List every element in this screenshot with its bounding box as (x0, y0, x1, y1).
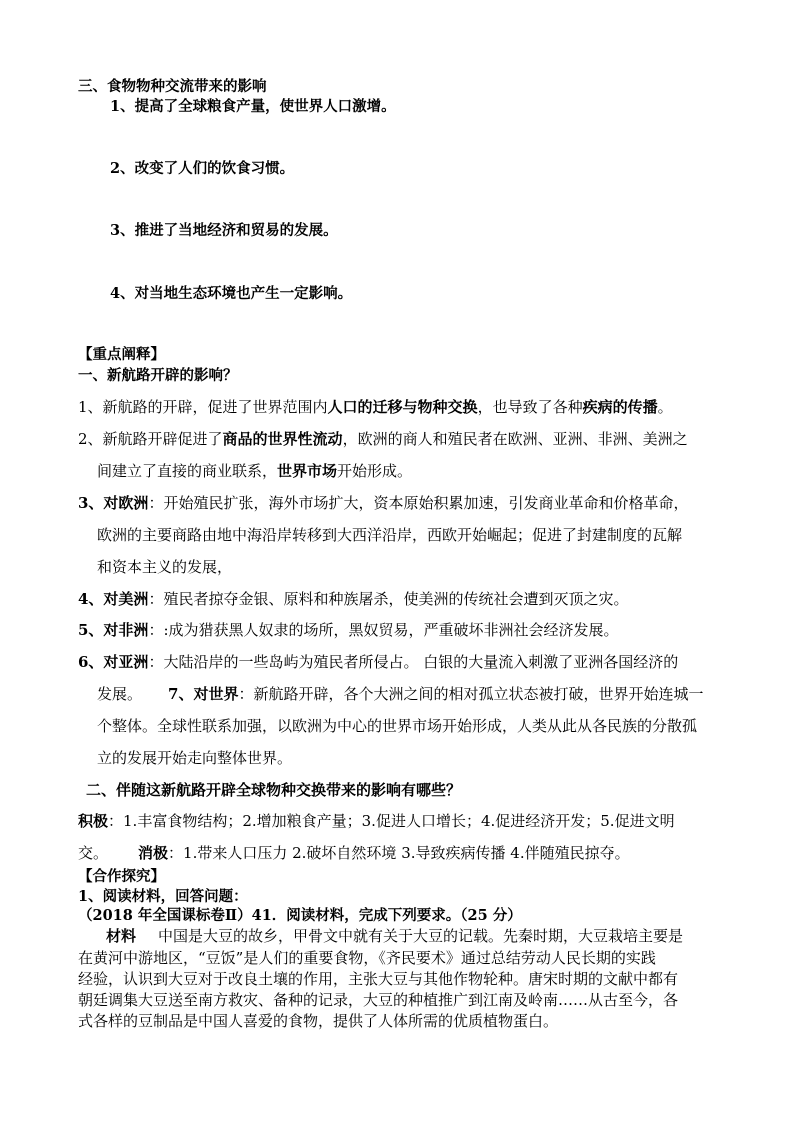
q1-point-1: 1、新航路的开辟，促进了世界范围内人口的迁移与物种交换，也导致了各种疾病的传播。 (78, 398, 673, 416)
q2-positive-line: 积极：1.丰富食物结构；2.增加粮食产量；3.促进人口增长；4.促进经济开发；5.促进文明 (78, 812, 675, 830)
q1-point-6-line-3: 个整体。全球性联系加强，以欧洲为中心的世界市场开始形成，人类从此从各民族的分散孤 (97, 717, 698, 735)
cooperation-source: （2018 年全国课标卷Ⅱ）41．阅读材料，完成下列要求。（25 分） (78, 907, 522, 924)
q2-title: 二、伴随这新航路开辟全球物种交换带来的影响有哪些？ (86, 781, 462, 799)
key-points-heading: 【重点阐释】 (78, 346, 165, 363)
material-line-5: 式各样的豆制品是中国人喜爱的食物，提供了人体所需的优质植物蛋白。 (78, 1012, 559, 1030)
q1-point-5: 5、对非洲：:成为猎获黑人奴隶的场所，黑奴贸易，严重破坏非洲社会经济发展。 (78, 621, 619, 639)
q1-point-3-line-3: 和资本主义的发展， (97, 558, 233, 576)
q1-point-3-line-2: 欧洲的主要商路由地中海沿岸转移到大西洋沿岸，西欧开始崛起；促进了封建制度的瓦解 (97, 526, 683, 544)
material-line-2: 在黄河中游地区，“豆饭”是人们的重要食物，《齐民要术》通过总结劳动人民长期的实践 (78, 949, 656, 967)
q2-negative-line: 交。 消极：1.带来人口压力 2.破坏自然环境 3.导致疾病传播 4.伴随殖民掠夺。 (78, 844, 630, 862)
q1-point-6-line-4: 立的发展开始走向整体世界。 (97, 749, 293, 767)
section3-item-4: 4、对当地生态环境也产生一定影响。 (110, 285, 353, 302)
material-line-1: 材料 中国是大豆的故乡，甲骨文中就有关于大豆的记载。先秦时期，大豆栽培主要是 (106, 927, 684, 945)
q1-point-6-line-2: 发展。 7、对世界：新航路开辟，各个大洲之间的相对孤立状态被打破，世界开始连城一 (97, 685, 704, 703)
material-line-3: 经验，认识到大豆对于改良土壤的作用，主张大豆与其他作物轮种。唐宋时期的文献中都有 (78, 970, 679, 988)
cooperation-heading: 【合作探究】 (78, 868, 165, 885)
q1-title: 一、新航路开辟的影响？ (78, 367, 238, 384)
section3-heading: 三、食物物种交流带来的影响 (78, 78, 267, 95)
q1-point-3-line-1: 3、对欧洲：开始殖民扩张，海外市场扩大，资本原始积累加速，引发商业革命和价格革命， (78, 494, 689, 512)
q1-point-4: 4、对美洲：殖民者掠夺金银、原料和种族屠杀，使美洲的传统社会遭到灭顶之灾。 (78, 590, 629, 608)
q1-point-6-line-1: 6、对亚洲：大陆沿岸的一些岛屿为殖民者所侵占。 白银的大量流入刺激了亚洲各国经济的 (78, 653, 679, 671)
cooperation-task: 1、阅读材料，回答问题： (78, 888, 248, 905)
section3-item-2: 2、改变了人们的饮食习惯。 (110, 160, 295, 177)
section3-item-1: 1、提高了全球粮食产量，使世界人口激增。 (110, 98, 396, 115)
q1-point-2-line-1: 2、新航路开辟促进了商品的世界性流动，欧洲的商人和殖民者在欧洲、亚洲、非洲、美洲之 (78, 430, 688, 448)
section3-item-3: 3、推进了当地经济和贸易的发展。 (110, 222, 338, 239)
material-line-4: 朝廷调集大豆送至南方救灾、备种的记录，大豆的种植推广到江南及岭南……从古至今，各 (78, 991, 679, 1009)
q1-point-2-line-2: 间建立了直接的商业联系，世界市场开始形成。 (97, 462, 413, 480)
